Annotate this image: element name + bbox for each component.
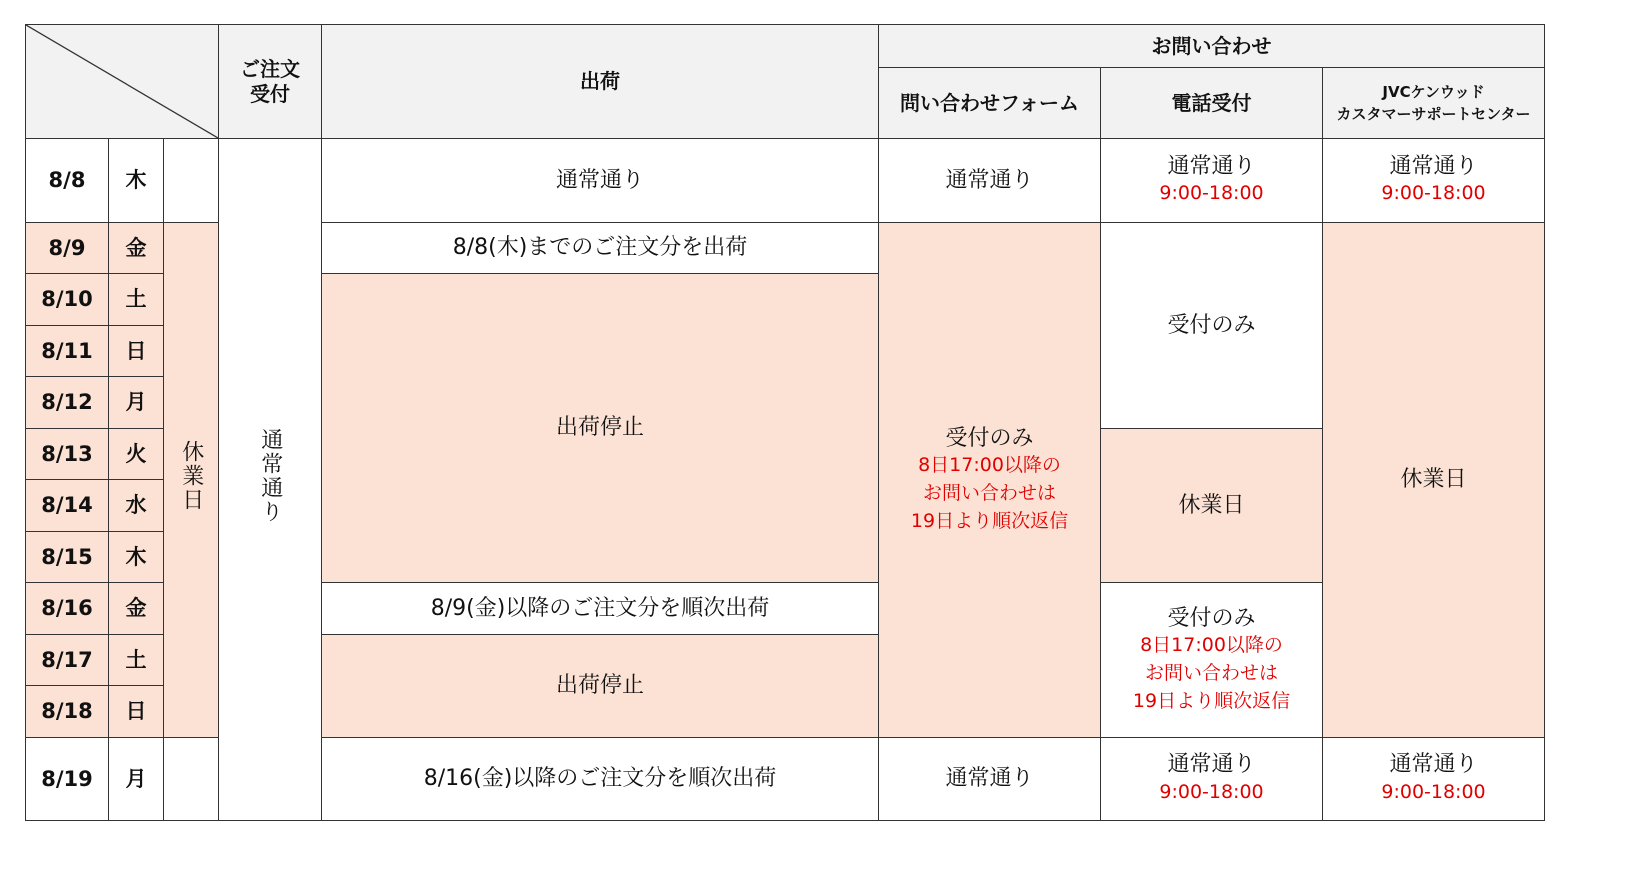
center-normal-end: 通常通り 9:00-18:00 [1323,738,1545,821]
center-normal: 通常通り 9:00-18:00 [1323,139,1545,223]
weekday-cell: 金 [109,583,164,635]
phone-accept-only-note: 受付のみ 8日17:00以降の お問い合わせは 19日より順次返信 [1101,583,1323,738]
shipping-until-8-8: 8/8(木)までのご注文分を出荷 [322,223,879,274]
weekday-cell: 日 [109,686,164,738]
date-cell: 8/8 [26,139,109,223]
weekday-cell: 土 [109,635,164,686]
form-accept-only: 受付のみ 8日17:00以降の お問い合わせは 19日より順次返信 [879,223,1101,738]
schedule-table [25,24,1545,821]
weekday-cell: 木 [109,139,164,223]
phone-normal: 通常通り 9:00-18:00 [1101,139,1323,223]
weekday-cell: 金 [109,223,164,274]
date-cell: 8/14 [26,480,109,532]
corner-cell [26,25,219,139]
date-cell: 8/16 [26,583,109,635]
date-cell: 8/18 [26,686,109,738]
header-form: 問い合わせフォーム [879,68,1101,139]
weekday-cell: 月 [109,377,164,429]
shipping-from-8-16: 8/16(金)以降のご注文分を順次出荷 [322,738,879,821]
header-order: ご注文 受付 [219,25,322,139]
phone-accept-only: 受付のみ [1101,223,1323,429]
header-center: JVCケンウッド カスタマーサポートセンター [1323,68,1545,139]
holiday-cell: 休業日 [164,223,219,738]
form-normal-end: 通常通り [879,738,1101,821]
weekday-cell: 水 [109,480,164,532]
date-cell: 8/15 [26,532,109,583]
date-cell: 8/19 [26,738,109,821]
weekday-cell: 日 [109,326,164,377]
form-normal: 通常通り [879,139,1101,223]
shipping-stop-2: 出荷停止 [322,635,879,738]
weekday-cell: 土 [109,274,164,326]
date-cell: 8/12 [26,377,109,429]
phone-normal-end: 通常通り 9:00-18:00 [1101,738,1323,821]
weekday-cell: 火 [109,429,164,480]
weekday-cell: 月 [109,738,164,821]
date-cell: 8/17 [26,635,109,686]
header-shipping: 出荷 [322,25,879,139]
shipping-normal: 通常通り [322,139,879,223]
date-cell: 8/11 [26,326,109,377]
phone-holiday: 休業日 [1101,429,1323,583]
date-cell: 8/10 [26,274,109,326]
header-phone: 電話受付 [1101,68,1323,139]
date-cell: 8/9 [26,223,109,274]
date-cell: 8/13 [26,429,109,480]
order-status-cell: 通常通り [219,139,322,821]
header-inquiry: お問い合わせ [879,25,1545,68]
shipping-stop: 出荷停止 [322,274,879,583]
holiday-empty-cell [164,738,219,821]
weekday-cell: 木 [109,532,164,583]
center-holiday: 休業日 [1323,223,1545,738]
shipping-from-8-9: 8/9(金)以降のご注文分を順次出荷 [322,583,879,635]
holiday-empty-cell [164,139,219,223]
